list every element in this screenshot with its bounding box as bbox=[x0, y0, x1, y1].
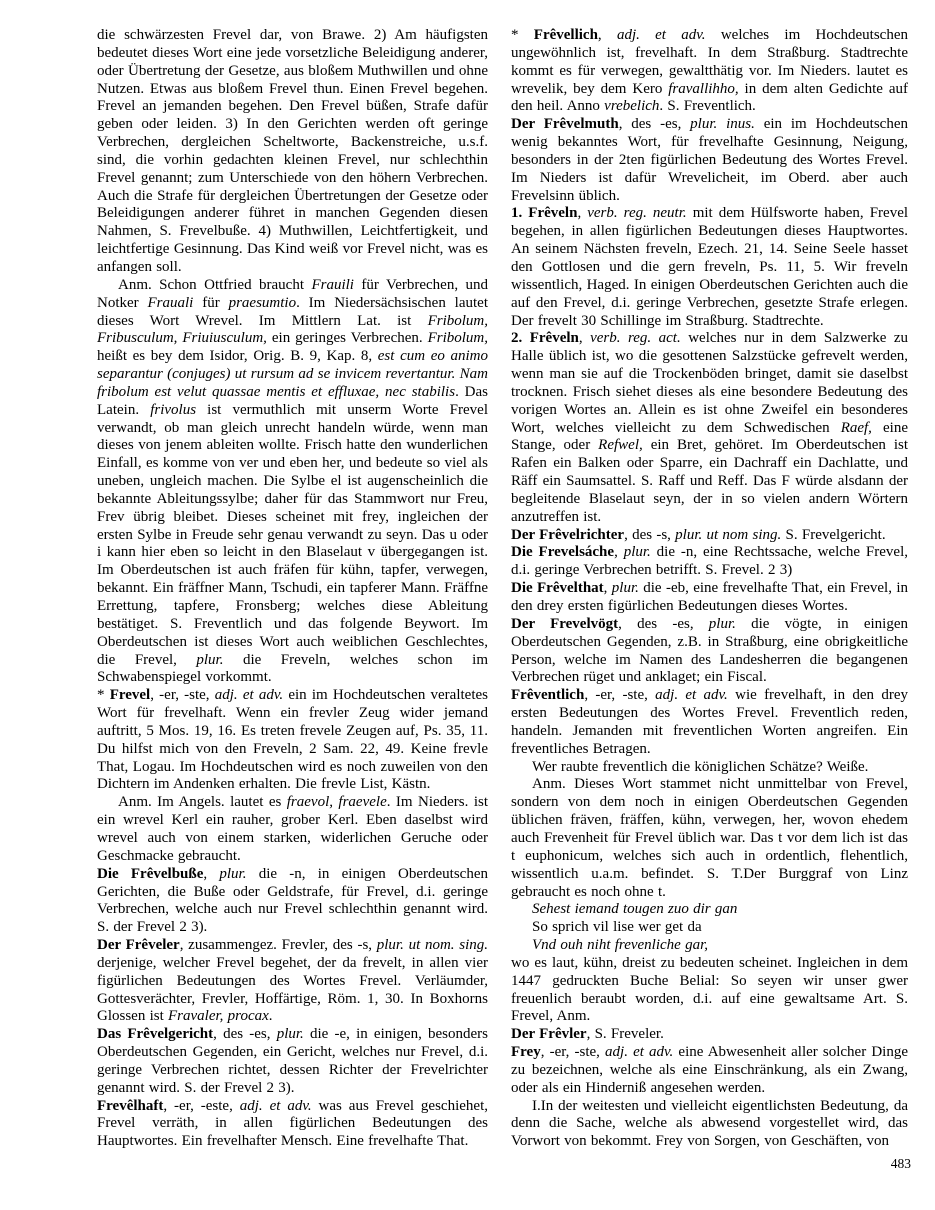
text-run: ein im Hochdeutschen veraltetes Wort für frevelhaft. Wenn ein frevler Zeug wider jemand auftritt, 5 Mos. 19, 16. Es treten frevele Zeugen auf, Ps. 35, 11. Du hilfst mich von den Freveln, 2 Sam. 22, 49. Keine frevle That, Logau. Im Hochdeutschen wird es noch zuweilen von den Dichtern im Andenken erhalten. Die frevle List, Kästn. bbox=[97, 687, 488, 793]
text-run: , bbox=[597, 27, 617, 43]
italic-run: plur. inus. bbox=[690, 116, 755, 133]
text-run: die -e, in einigen, besonders Oberdeutschen Gegenden, ein Gericht, welches nur Frevel, d.i. geringe Verbrechen richtet, dessen Richter der Frevelrichter genannt wird. S. der Frevel 2 3). bbox=[97, 1026, 488, 1096]
text-run: mit dem Hülfsworte haben, Frevel begehen, in allen figürlichen Bedeutungen dieses Hauptwortes. An seinem Nächsten freveln, Ezech. 21, 14. Seine Seele hasset den Gottlosen und die gern freveln, Ps. 11, 5. Wir freveln wissentlich, Haged. In einigen Oberdeutschen Gerichten auch die auf den Frevel, d.i. geringe Verbrechen, gesetzte Strafe erlegen. Der frevelt 30 Schillinge im Straßburg. Stadtrechte. bbox=[511, 205, 908, 329]
italic-run: adj. et adv. bbox=[655, 687, 728, 704]
anm-frevel-etymology bbox=[97, 277, 488, 687]
text-run: ein Bret, gehöret. Im Oberdeutschen ist Rafen ein Balken oder Sparre, ein Dachraff ein Dachlatte, und Räff ein Saumsattel. S. Raff und Reff. Das F würde alsdann der begleitende Blaselaut seyn, der in so vielen andern Wörtern anzutreffen ist. bbox=[511, 437, 908, 525]
text-run: . bbox=[268, 1008, 273, 1025]
entry-frevel-continuation bbox=[97, 27, 488, 277]
italic-run: Frauili bbox=[311, 276, 354, 293]
italic-run: fravallihho, bbox=[668, 80, 739, 97]
text-run: , -er, -ste, bbox=[150, 687, 215, 704]
text-run: wo es laut, kühn, dreist zu bedeuten scheinet. Ingleichen in dem 1447 gedruckten Buche Belial: So seyen wir unser gwer freuenlich beraubt worden, d.i. auf eine gewaltsame Art. S. Frevel, Anm. bbox=[511, 954, 908, 1025]
headword: Der Frêvler bbox=[511, 1026, 587, 1043]
text-run: I.In der weitesten und vielleicht eigentlichsten Bedeutung, da denn die Sache, welche als abwesend vorgestellet wird, das Vorwort von bekommt. Frey von Sorgen, von Geschäften, von bbox=[511, 1097, 908, 1150]
headword: Das Frêvelgericht bbox=[97, 1026, 214, 1043]
italic-run: Vnd ouh niht frevenliche gar, bbox=[532, 937, 708, 954]
italic-run: adj. et adv. bbox=[616, 27, 706, 43]
italic-run: Fribolum, bbox=[427, 330, 488, 347]
text-run: , bbox=[614, 544, 624, 561]
text-run: , des -es, bbox=[618, 116, 691, 133]
italic-run: plur. bbox=[196, 651, 224, 668]
entry-frevler bbox=[511, 1026, 908, 1044]
italic-run: vrebelich bbox=[604, 98, 660, 115]
text-run: Wer raubte freventlich die königlichen Schätze? Weiße. bbox=[532, 758, 869, 775]
italic-run: adj. et adv. bbox=[214, 687, 284, 704]
italic-run: adj. et adv. bbox=[605, 1044, 674, 1061]
headword: Die Frêvelthat bbox=[511, 580, 604, 597]
entry-frevelthat bbox=[511, 580, 908, 616]
text-columns bbox=[97, 27, 908, 1151]
headword: Der Frêvelmuth bbox=[511, 116, 619, 133]
text-run: , des -s, bbox=[624, 526, 676, 543]
page-number: 483 bbox=[890, 1156, 911, 1171]
anm-frevel-adj bbox=[97, 794, 488, 865]
italic-run: plur. ut nom. sing. bbox=[376, 937, 488, 954]
frey-meaning-1 bbox=[511, 1098, 908, 1152]
verse-line-3 bbox=[511, 937, 908, 955]
headword: Der Frevelvögt bbox=[511, 615, 619, 632]
headword: Frevel bbox=[109, 687, 151, 704]
text-run: für Verbrechen, und Notker bbox=[97, 276, 488, 311]
left-column bbox=[97, 27, 488, 1151]
headword: Der Frêveler bbox=[97, 937, 180, 954]
text-run: Anm. Schon Ottfried braucht bbox=[118, 276, 312, 293]
text-run: , bbox=[578, 330, 591, 347]
text-run: die -eb, eine frevelhafte That, ein Frevel, in den drey ersten figürlichen Bedeutungen dieses Wortes. bbox=[511, 580, 908, 614]
right-column bbox=[511, 27, 908, 1151]
text-run: die schwärzesten Frevel dar, von Brawe. 2) Am häufigsten bedeutet dieses Wort eine jede vorsetzliche Beleidigung anderer, oder Übertretung der Gesetze, aus bloßem Muthwillen und ohne Nutzen. Etwas aus bloßem Frevel thun. Einen Frevel begehen. Frevel an jemanden begehen. Den Frevel büßen, Strafe dafür geben oder leiden. 3) In den Gerichten werden oft geringe Verbrechen, dergleichen Scheltworte, Backenstreiche, u.s.f. sind, die vorhin gedachten kleinen Frevel, nur schlechthin Frevel genannt; zum Unterschiede von den höhern Verbrechen. Auch die Strafe für dergleichen Übertretungen der Gesetze oder Beleidigungen anderer führet in manchen Gegenden diesen Nahmen, S. Frevelbuße. 4) Muthwillen, Leichtfertigkeit, und leichtfertige Gesinnung. Das Kind weiß vor Frevel nicht, was es anfangen soll. bbox=[97, 27, 488, 275]
text-run: , S. Freveler. bbox=[586, 1026, 664, 1043]
text-run: , -er, -ste, bbox=[540, 1044, 606, 1061]
text-run: , bbox=[577, 205, 588, 222]
text-run: die Freveln, welches schon im Schwabenspiegel vorkommt. bbox=[97, 651, 488, 686]
quote-weisse bbox=[511, 759, 908, 777]
text-run: eine Stange, oder bbox=[511, 419, 908, 454]
entry-freveler bbox=[97, 937, 488, 1026]
italic-run: plur. bbox=[276, 1026, 304, 1043]
text-run: , des -es, bbox=[618, 615, 709, 632]
italic-run: Fribolum, Fribusculum, Friuiusculum, bbox=[97, 312, 488, 347]
text-run: , des -es, bbox=[213, 1026, 277, 1043]
text-run: die vögte, in einigen Oberdeutschen Gegenden, z.B. in Straßburg, eine obrigkeitliche Person, welche im Namen des Landesherren die begangenen Verbrechen rüget und anklaget; ein Fiscal. bbox=[511, 615, 908, 686]
anm-freventlich bbox=[511, 776, 908, 901]
entry-frevelgericht bbox=[97, 1026, 488, 1097]
text-run: für bbox=[193, 294, 229, 311]
text-run: . S. Freventlich. bbox=[659, 98, 756, 115]
text-run: , -er, -este, bbox=[163, 1097, 240, 1114]
text-run: welches nur in dem Salzwerke zu Halle üblich ist, wo die gesottenen Salzstücke gefrevelt werden, wenn man sie auf die Trockenböden bringet, damit sie daselbst trocknen. Frisch siehet dieses als eine besondere Bedeutung des vorigen Wortes an. Allein es ist ohne Zweifel ein besonderes Wort, welches vielleicht zu dem Schwedischen bbox=[511, 330, 908, 436]
italic-run: plur. bbox=[219, 865, 247, 882]
text-run: , -er, -ste, bbox=[584, 687, 656, 704]
text-run: S. Frevelgericht. bbox=[781, 526, 886, 543]
text-run: Anm. Im Angels. lautet es bbox=[118, 794, 287, 811]
text-run: die -n, eine Rechtssache, welche Frevel, d.i. geringe Verbrechen betrifft. S. Frevel. 2 3) bbox=[511, 544, 908, 579]
italic-run: plur. bbox=[708, 615, 736, 632]
headword: Frey bbox=[511, 1044, 541, 1061]
verse-line-1 bbox=[511, 901, 908, 919]
headword: 1. Frêveln bbox=[511, 205, 578, 222]
text-run: , bbox=[203, 865, 220, 882]
italic-run: verb. reg. act. bbox=[590, 330, 681, 347]
entry-freveln-1 bbox=[511, 205, 908, 330]
text-run: in dem alten Gedichte auf den heil. Anno bbox=[511, 80, 908, 115]
italic-run: plur. ut nom sing. bbox=[675, 526, 782, 543]
text-run: * bbox=[97, 687, 110, 704]
headword: Frêvellich bbox=[533, 27, 598, 43]
text-run: So sprich vil lise wer get da bbox=[532, 919, 702, 936]
anm-freventlich-continuation bbox=[511, 955, 908, 1026]
text-run: wie frevelhaft, in den drey ersten Bedeutungen des Wortes Frevel. Freventlich reden, handeln. Jemanden mit freventlichen Worten angreifen. Ein freventliches Betragen. bbox=[511, 687, 908, 757]
text-run: , bbox=[603, 580, 612, 597]
text-run: was aus Frevel geschiehet, Frevel verräth, in allen figürlichen Bedeutungen des Hauptwortes. Ein frevelhafter Mensch. Eine frevelhafte That. bbox=[97, 1097, 488, 1150]
entry-frey bbox=[511, 1044, 908, 1098]
text-run: * bbox=[511, 27, 534, 43]
italic-run: Frauali bbox=[147, 294, 194, 311]
text-run: . Das Latein. bbox=[97, 383, 488, 418]
italic-run: verb. reg. neutr. bbox=[587, 205, 687, 222]
text-run: welches im Hochdeutschen ungewöhnlich ist, frevelhaft. In dem Straßburg. Stadtrechte kommt es für verwegen, gewaltthätig vor. Im Nieders. lautet es wrevelik, bey dem Kero bbox=[511, 27, 908, 97]
text-run: Anm. Dieses Wort stammet nicht unmittelbar von Frevel, sondern von dem noch in einigen Oberdeutschen Gegenden üblichen fräven, fräffen, kühn, verwegen, her, wovon ehedem auch Frevenheit für Frevel üblich war. Das t vor dem lich ist das t euphonicum, welches sich auch in ordentlich, flehentlich, wissentlich u.a.m. befindet. S. T.Der Burggraf von Linz gebraucht es noch ohne t. bbox=[511, 776, 908, 900]
headword: 2. Frêveln bbox=[511, 330, 579, 347]
headword: Frêventlich bbox=[511, 687, 585, 704]
text-run: ist vermuthlich mit unserm Worte Frevel verwandt, ob man gleich unrecht handeln würde, wenn man dieses von jenem ableiten wollte. Frisch hatte den wunderlichen Einfall, es komme von ver und eben her, und bedeute so viel als uneben, ungleich machen. Die Sylbe el ist augenscheinlich die bekannte Ableitungssylbe; daher für das Stammwort nur Freu, Frev übrig bleibet. Dieses scheinet mit frey, ingleichen der ersten Sylbe in Freude sehr genau verwandt zu seyn. Das u oder i kann hier eben so leicht in den Blaselaut v übergegangen ist. Im Oberdeutschen ist auch fräfen für kühn, tapfer, verwegen, bekannt. Ein fräffner Mann, Tschudi, ein tapferer Mann. Fräffne Errettung, tapfere, Fronsberg; welches diese Ableitung bestätiget. S. Freventlich und das folgende Beywort. Im Oberdeutschen ist dieses Wort auch weiblichen Geschlechtes, die Frevel, bbox=[97, 401, 488, 668]
entry-frevelmuth bbox=[511, 116, 908, 205]
entry-freveln-2 bbox=[511, 330, 908, 526]
italic-run: frivolus bbox=[150, 401, 197, 418]
text-run: eine Abwesenheit aller solcher Dinge zu bezeichnen, welche als eine Einschränkung, als ein Zwang, oder als ein Hinderniß angesehen werden. bbox=[511, 1044, 908, 1096]
text-run: ein geringes Verbrechen. bbox=[266, 330, 428, 347]
headword: Die Frêvelbuße bbox=[97, 865, 204, 882]
entry-frevelhaft bbox=[97, 1098, 488, 1152]
entry-frevellich bbox=[511, 27, 908, 116]
text-run: heißt es bey dem Isidor, Orig. B. 9, Kap. 8, bbox=[97, 348, 378, 365]
italic-run: praesumtio bbox=[228, 294, 297, 311]
italic-run: Raef, bbox=[840, 419, 872, 436]
headword: Die Frevelsáche bbox=[511, 544, 615, 561]
italic-run: est cum eo animo separantur (conjuges) ut rursum ad se invicem revertantur. Nam fribolum est velut quassae mentis et effluxae, nec stabilis bbox=[97, 348, 488, 400]
text-run: . Im Niedersächsischen lautet dieses Wort Wrevel. Im Mittlern Lat. ist bbox=[97, 294, 488, 329]
text-run: , zusammengez. Frevler, des -s, bbox=[179, 937, 377, 954]
italic-run: Refwel, bbox=[598, 437, 643, 454]
verse-line-2 bbox=[511, 919, 908, 937]
text-run: ein im Hochdeutschen wenig bekanntes Wort, für frevelhafte Gesinnung, Neigung, besonders in der 2ten figürlichen Bedeutung des Wortes Frevel. Im Nieders ist dafür Wrevelicheit, im Oberd. aber auch Frevelsinn üblich. bbox=[511, 116, 908, 204]
headword: Der Frêvelrichter bbox=[511, 526, 625, 543]
text-run: . Im Nieders. ist ein wrevel Kerl ein rauher, grober Kerl. Eben daselbst wird wrevel auch von einem starken, widerlichen Geruche oder Geschmacke gebraucht. bbox=[97, 794, 488, 864]
italic-run: Sehest iemand tougen zuo dir gan bbox=[532, 901, 738, 918]
italic-run: adj. et adv. bbox=[239, 1097, 312, 1114]
entry-frevelrichter bbox=[511, 527, 908, 545]
italic-run: plur. bbox=[611, 580, 639, 597]
italic-run: Fravaler, procax bbox=[168, 1008, 269, 1025]
entry-frevelbusse bbox=[97, 866, 488, 937]
italic-run: fraevol, fraevele bbox=[286, 794, 387, 811]
text-run: derjenige, welcher Frevel begehet, der da frevelt, in allen vier figürlichen Bedeutungen des Wortes Frevel. Verläumder, Gottesverächter, Frevler, Hoffärtige, Röm. 1, 30. In Boxhorns Glossen ist bbox=[97, 954, 488, 1025]
italic-run: plur. bbox=[623, 544, 651, 561]
headword: Frevêlhaft bbox=[97, 1097, 164, 1114]
entry-freventlich bbox=[511, 687, 908, 758]
entry-frevelvogt bbox=[511, 616, 908, 687]
text-run: die -n, in einigen Oberdeutschen Gerichten, die Buße oder Geldstrafe, für Frevel, d.i. geringe Verbrechen, welche auch nur Frevel schlechthin genannt wird. S. der Frevel 2 3). bbox=[97, 865, 488, 936]
entry-frevel-adj bbox=[97, 687, 488, 794]
entry-frevelsache bbox=[511, 544, 908, 580]
